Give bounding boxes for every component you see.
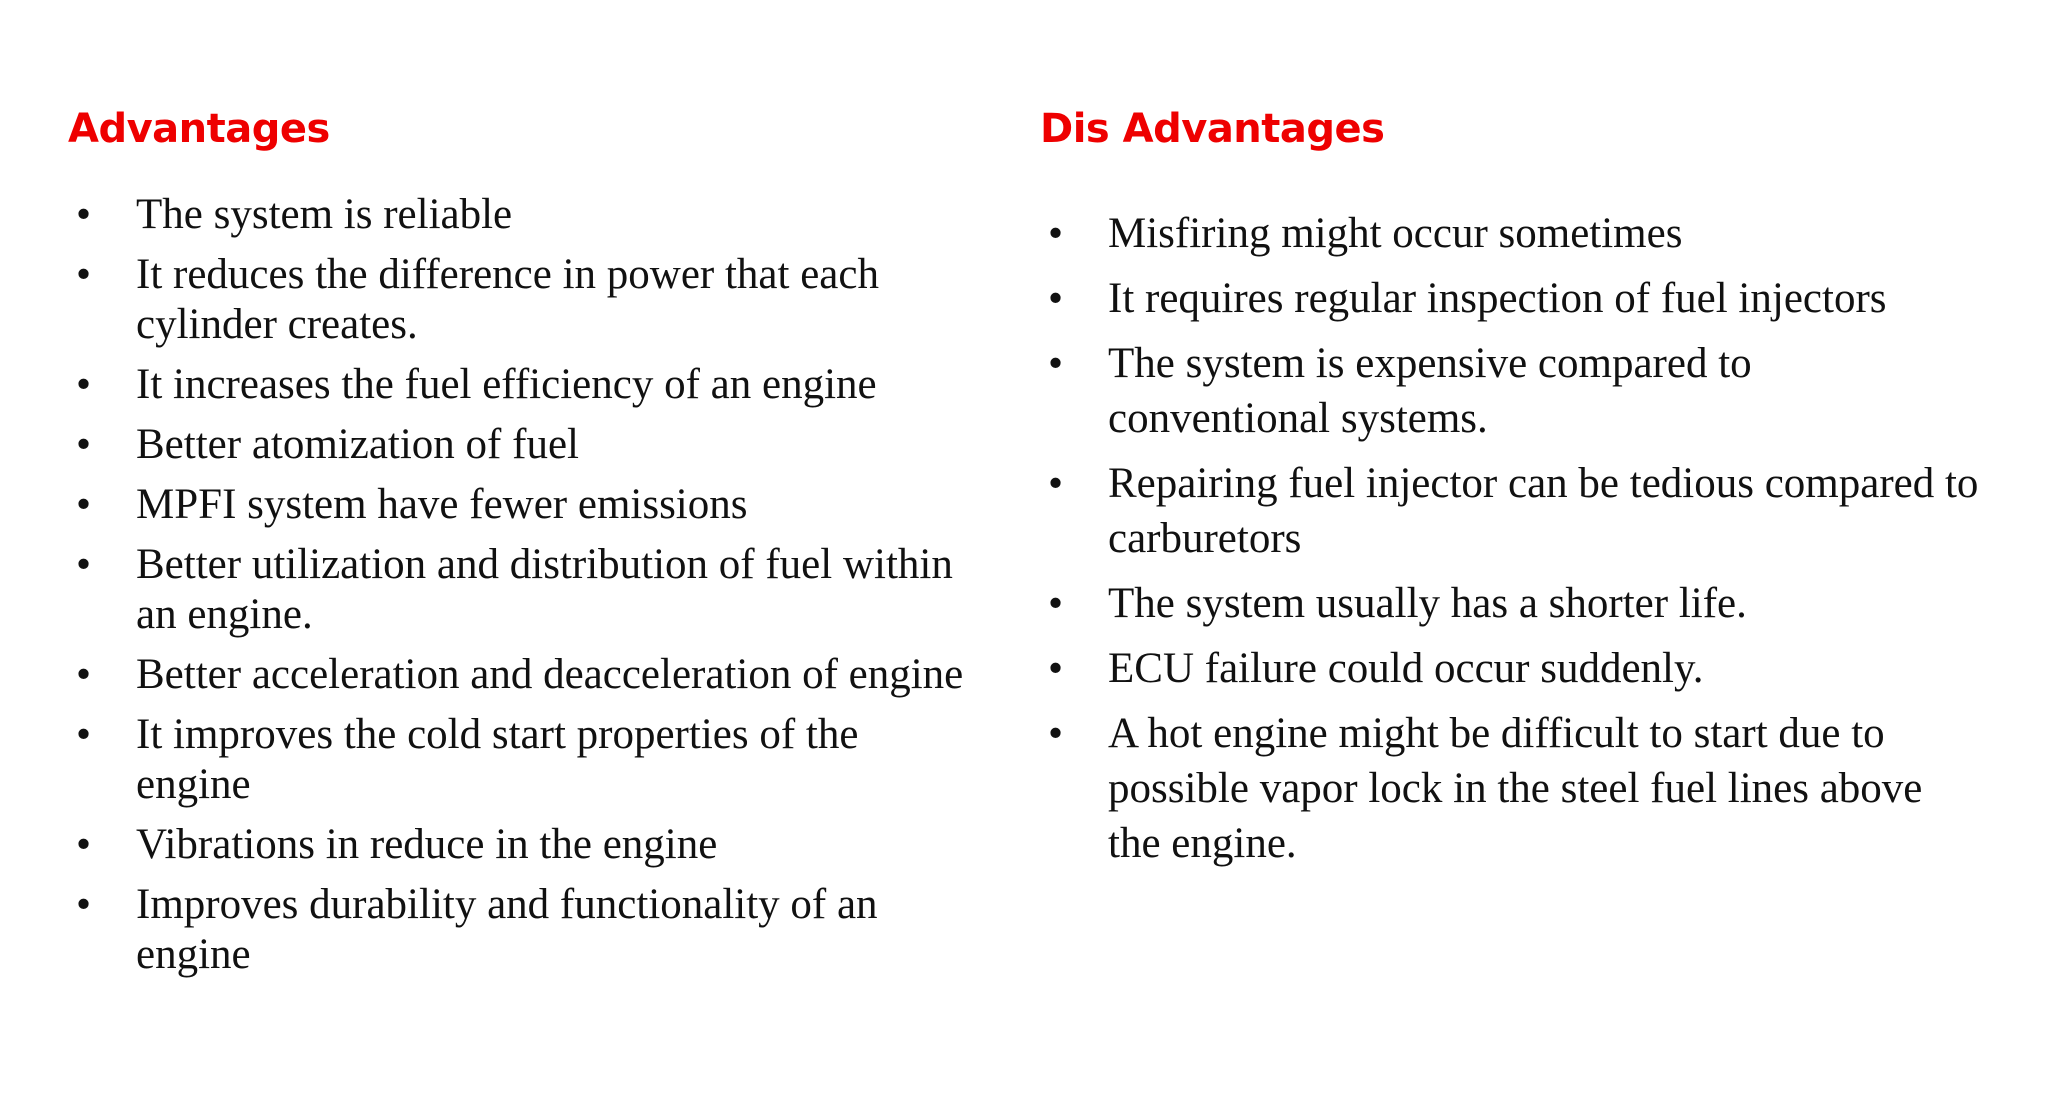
list-item bbox=[68, 880, 968, 980]
bullet-icon: • bbox=[76, 881, 92, 928]
bullet-icon: • bbox=[1048, 275, 1064, 322]
list-item-text: It requires regular inspection of fuel injectors bbox=[1108, 275, 1887, 322]
list-item bbox=[1040, 206, 1980, 261]
list-item bbox=[68, 190, 968, 240]
list-item-text: Better acceleration and deacceleration of engine bbox=[136, 651, 964, 698]
list-item bbox=[68, 540, 968, 640]
list-item bbox=[68, 360, 968, 410]
list-item-text: MPFI system have fewer emissions bbox=[136, 481, 748, 528]
bullet-icon: • bbox=[1048, 460, 1064, 507]
list-item bbox=[1040, 706, 1980, 871]
list-item-text: The system is reliable bbox=[136, 191, 513, 238]
list-item-text: The system is expensive compared to conventional systems. bbox=[1108, 340, 1752, 442]
list-item-text: It reduces the difference in power that each cylinder creates. bbox=[136, 251, 879, 348]
list-item-text: Vibrations in reduce in the engine bbox=[136, 821, 718, 868]
list-item bbox=[1040, 456, 1980, 566]
list-item-text: It improves the cold start properties of the engine bbox=[136, 711, 859, 808]
bullet-icon: • bbox=[1048, 710, 1064, 757]
list-item-text: The system usually has a shorter life. bbox=[1108, 580, 1747, 627]
bullet-icon: • bbox=[76, 481, 92, 528]
bullet-icon: • bbox=[1048, 580, 1064, 627]
list-item bbox=[1040, 641, 1980, 696]
list-item-text: ECU failure could occur suddenly. bbox=[1108, 645, 1704, 692]
disadvantages-heading: Dis Advantages bbox=[1040, 106, 1385, 152]
disadvantages-list bbox=[1040, 206, 1980, 881]
list-item-text: A hot engine might be difficult to start due to possible vapor lock in the steel fuel lines above the engine. bbox=[1108, 710, 1923, 867]
list-item bbox=[68, 480, 968, 530]
advantages-list bbox=[68, 190, 968, 990]
bullet-icon: • bbox=[1048, 210, 1064, 257]
bullet-icon: • bbox=[76, 711, 92, 758]
bullet-icon: • bbox=[1048, 645, 1064, 692]
list-item bbox=[68, 650, 968, 700]
list-item-text: Repairing fuel injector can be tedious compared to carburetors bbox=[1108, 460, 1979, 562]
list-item-text: Better utilization and distribution of fuel within an engine. bbox=[136, 541, 953, 638]
list-item-text: Improves durability and functionality of an engine bbox=[136, 881, 878, 978]
list-item bbox=[68, 710, 968, 810]
bullet-icon: • bbox=[76, 251, 92, 298]
bullet-icon: • bbox=[76, 361, 92, 408]
list-item-text: Better atomization of fuel bbox=[136, 421, 579, 468]
advantages-heading: Advantages bbox=[68, 106, 330, 152]
list-item-text: It increases the fuel efficiency of an engine bbox=[136, 361, 877, 408]
list-item bbox=[68, 420, 968, 470]
list-item bbox=[1040, 271, 1980, 326]
list-item bbox=[68, 820, 968, 870]
bullet-icon: • bbox=[76, 651, 92, 698]
bullet-icon: • bbox=[76, 421, 92, 468]
bullet-icon: • bbox=[76, 821, 92, 868]
bullet-icon: • bbox=[76, 191, 92, 238]
list-item bbox=[1040, 576, 1980, 631]
list-item-text: Misfiring might occur sometimes bbox=[1108, 210, 1683, 257]
bullet-icon: • bbox=[1048, 340, 1064, 387]
list-item bbox=[1040, 336, 1980, 446]
bullet-icon: • bbox=[76, 541, 92, 588]
list-item bbox=[68, 250, 968, 350]
